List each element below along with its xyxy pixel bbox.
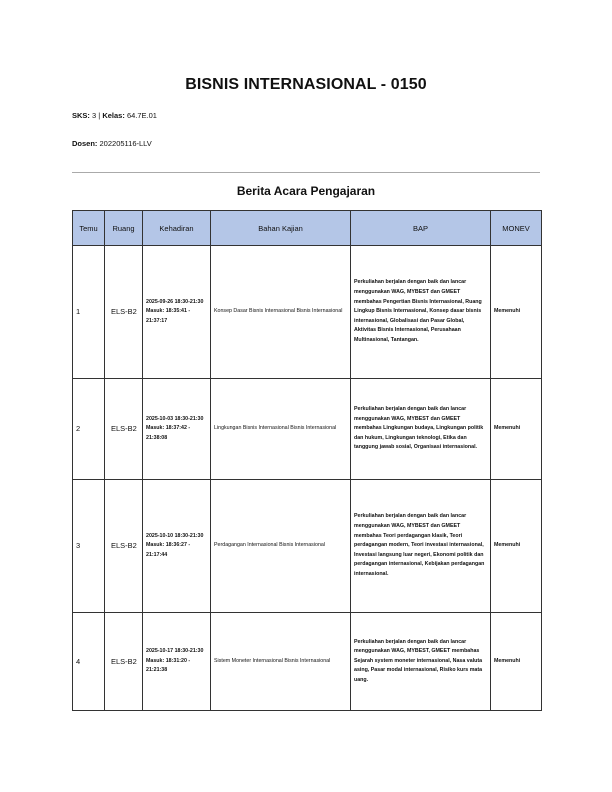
table-row (73, 246, 542, 379)
cell-bahan-kajian: Konsep Dasar Bisnis Internasional Bisnis Internasional (211, 246, 351, 379)
table-row (73, 379, 542, 480)
sks-value: 3 (92, 111, 97, 120)
cell-bap: Perkuliahan berjalan dengan baik dan lancar menggunakan WAG, MYBEST dan GMEET membahas Pengertian Bisnis Internasional, Ruang Lingkup Bisnis Internasional, Konsep dasar bisnis internasional, Globalisasi dan Pasar Global, Aktivitas Bisnis Internasional, Perusahaan Multinasional, Tantangan. (351, 246, 491, 379)
header-kehadiran: Kehadiran (143, 211, 211, 246)
cell-monev: Memenuhi (491, 379, 542, 480)
cell-bahan-kajian: Perdagangan Internasional Bisnis Internasional (211, 480, 351, 613)
header-monev: MONEV (491, 211, 542, 246)
cell-bap: Perkuliahan berjalan dengan baik dan lancar menggunakan WAG, MYBEST, GMEET membahas Sejarah system moneter internasional, Nasa valuta asing, Pasar modal internasional, Risiko kurs mata uang. (351, 613, 491, 711)
cell-monev: Memenuhi (491, 246, 542, 379)
section-title: Berita Acara Pengajaran (236, 184, 376, 198)
table-header-row (73, 211, 542, 246)
cell-kehadiran: 2025-10-10 18:30-21:30 Masuk: 18:36:27 - 21:17:44 (143, 480, 211, 613)
cell-monev: Memenuhi (491, 613, 542, 711)
cell-temu: 4 (73, 613, 105, 711)
cell-kehadiran: 2025-09-26 18:30-21:30 Masuk: 18:35:41 - 21:37:17 (143, 246, 211, 379)
cell-bap: Perkuliahan berjalan dengan baik dan lancar menggunakan WAG, MYBEST dan GMEET membahas Lingkungan budaya, Lingkungan politik dan hukum, Lingkungan teknologi, Etika dan tanggung jawab sosial, Organisasi internasional. (351, 379, 491, 480)
teaching-report-table (72, 210, 542, 711)
header-ruang: Ruang (105, 211, 143, 246)
header-temu: Temu (73, 211, 105, 246)
table-row (73, 480, 542, 613)
lecturer-meta (72, 139, 152, 148)
divider (72, 172, 540, 173)
cell-temu: 3 (73, 480, 105, 613)
dosen-value: 202205116-LLV (99, 139, 152, 148)
cell-bahan-kajian: Lingkungan Bisnis Internasional Bisnis Internasional (211, 379, 351, 480)
dosen-label: Dosen: (72, 139, 98, 148)
cell-ruang: ELS-B2 (105, 480, 143, 613)
table-row (73, 613, 542, 711)
course-meta (72, 111, 157, 120)
cell-ruang: ELS-B2 (105, 613, 143, 711)
cell-temu: 1 (73, 246, 105, 379)
cell-ruang: ELS-B2 (105, 379, 143, 480)
cell-temu: 2 (73, 379, 105, 480)
cell-kehadiran: 2025-10-17 18:30-21:30 Masuk: 18:31:20 - 21:21:38 (143, 613, 211, 711)
kelas-value: 64.7E.01 (126, 111, 157, 120)
cell-ruang: ELS-B2 (105, 246, 143, 379)
cell-bap: Perkuliahan berjalan dengan baik dan lancar menggunakan WAG, MYBEST dan GMEET membahas Teori perdagangan klasik, Teori perdagangan modern, Teori investasi internasional, Investasi langsung luar negeri, Ekonomi politik dan perdagangan internasional, Kebijakan perdagangan internasional. (351, 480, 491, 613)
kelas-label: Kelas: (102, 111, 125, 120)
sks-label: SKS: (72, 111, 90, 120)
cell-kehadiran: 2025-10-03 18:30-21:30 Masuk: 18:37:42 - 21:38:08 (143, 379, 211, 480)
cell-bahan-kajian: Sistem Moneter Internasional Bisnis Internasional (211, 613, 351, 711)
document-title: BISNIS INTERNASIONAL - 0150 (185, 76, 427, 93)
meta-separator: | (98, 111, 101, 120)
header-bahan-kajian: Bahan Kajian (211, 211, 351, 246)
cell-monev: Memenuhi (491, 480, 542, 613)
header-bap: BAP (351, 211, 491, 246)
